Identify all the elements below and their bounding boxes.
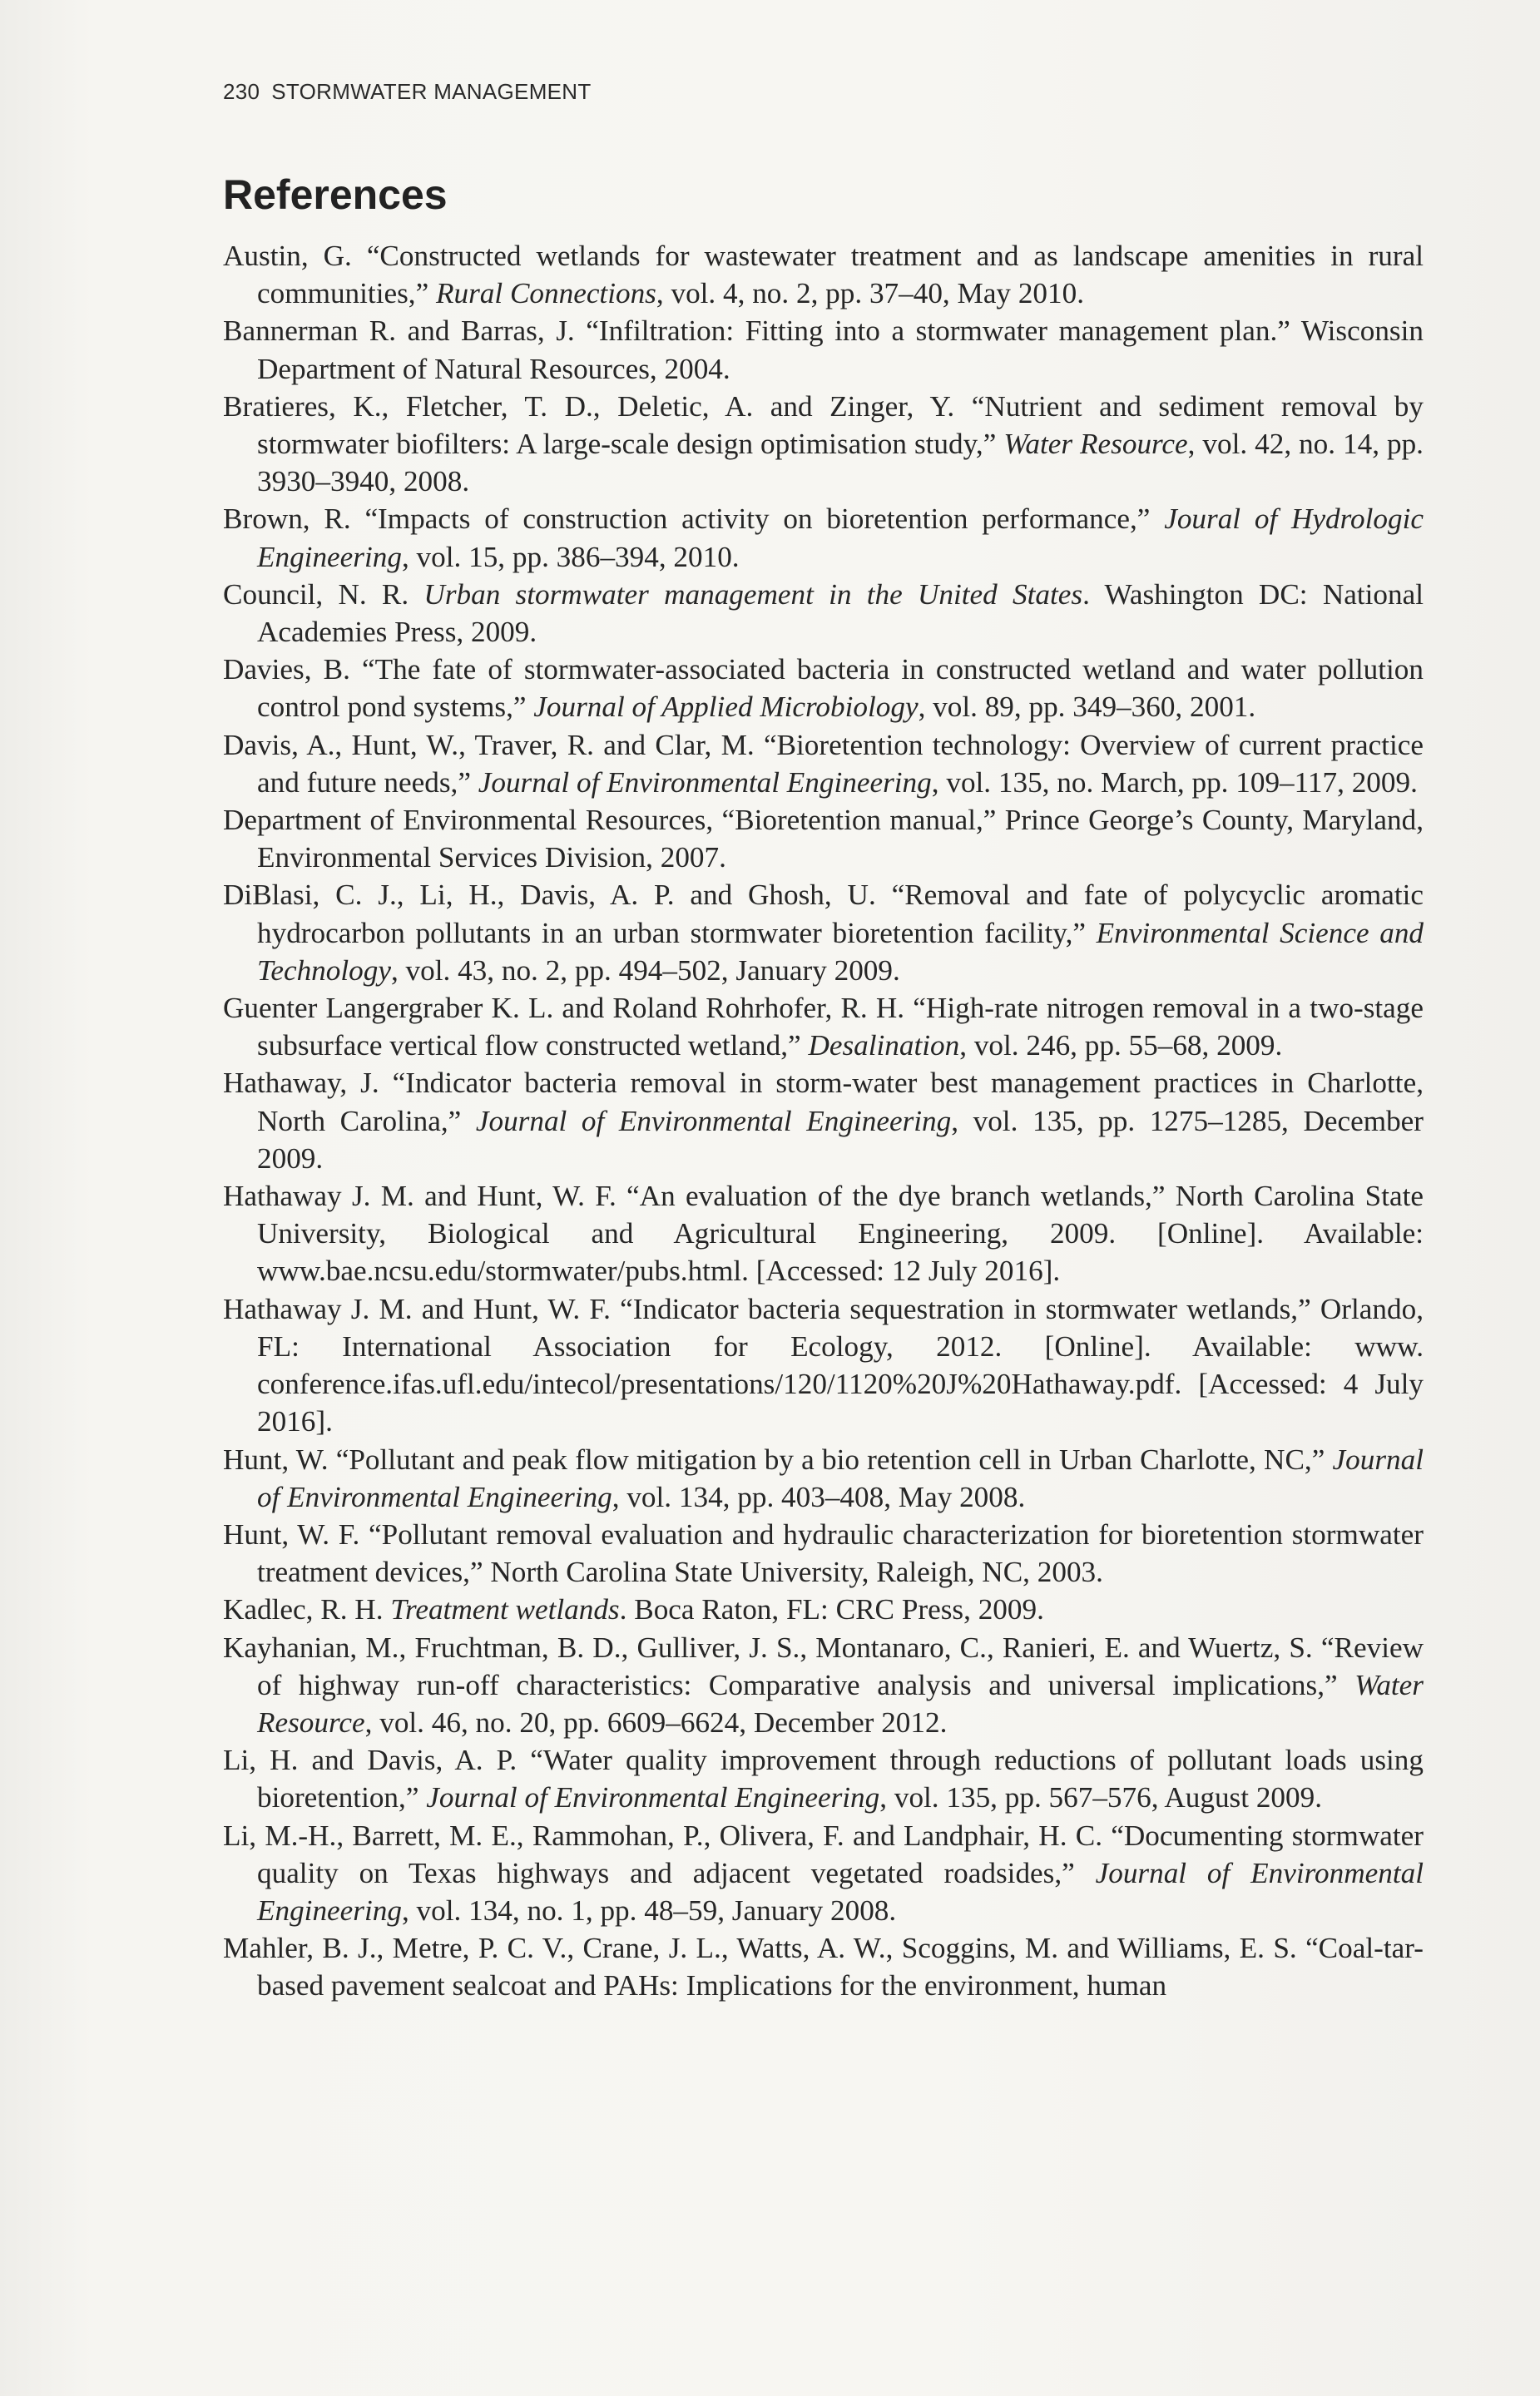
reference-source-title: Desalination [808, 1029, 960, 1062]
reference-source-title: Urban stormwater management in the United States [423, 577, 1083, 611]
reference-entry [223, 1177, 1424, 1290]
reference-details: , vol. 46, no. 20, pp. 6609–6624, December 2012. [364, 1705, 948, 1739]
reference-text: Hathaway J. M. and Hunt, W. F. “An evaluation of the dye branch wetlands,” North Carolina State University, Biological and Agricultural Engineering, 2009. [Online]. Available: www.bae.ncsu.edu/stormwater/pubs.html. [Accessed: 12 July 2016]. [223, 1180, 1424, 1288]
reference-entry [223, 1516, 1424, 1591]
reference-entry [223, 1441, 1424, 1516]
reference-details: , vol. 43, no. 2, pp. 494–502, January 2009. [390, 953, 900, 987]
reference-entry [223, 1064, 1424, 1177]
reference-details: . Washington DC: National Academies Press, 2009. [257, 577, 1424, 649]
reference-source-title: Journal of Environmental Engineering [475, 1104, 952, 1137]
reference-entry [223, 1929, 1424, 2004]
reference-source-title: Journal of Environmental Engineering [257, 1856, 1424, 1927]
reference-entry [223, 876, 1424, 989]
reference-source-title: Water Resource [1003, 428, 1188, 461]
reference-entry [223, 1741, 1424, 1816]
reference-entry [223, 388, 1424, 501]
reference-details: , vol. 135, pp. 567–576, August 2009. [879, 1781, 1322, 1814]
section-title: References [223, 171, 448, 218]
reference-text: Davies, B. “The fate of stormwater-associated bacteria in constructed wetland and water pollution control pond systems,” [223, 653, 1424, 724]
reference-entry [223, 500, 1424, 575]
reference-source-title: Journal of Environmental Engineering [257, 1443, 1424, 1513]
reference-details: , vol. 134, no. 1, pp. 48–59, January 2008. [401, 1894, 897, 1927]
reference-source-title: Joural of Hydrologic Engineering [257, 502, 1424, 573]
reference-entry [223, 651, 1424, 725]
reference-source-title: Water Resource [257, 1668, 1424, 1739]
running-title: STORMWATER MANAGEMENT [271, 79, 592, 104]
reference-entry [223, 726, 1424, 801]
reference-text: Bratieres, K., Fletcher, T. D., Deletic, A. and Zinger, Y. “Nutrient and sediment removal by stormwater biofilters: A large-scale design optimisation study,” [223, 389, 1424, 461]
reference-source-title: Journal of Environmental Engineering [426, 1781, 880, 1814]
reference-details: , vol. 4, no. 2, pp. 37–40, May 2010. [656, 277, 1084, 310]
reference-text: DiBlasi, C. J., Li, H., Davis, A. P. and Ghosh, U. “Removal and fate of polycyclic aromatic hydrocarbon pollutants in an urban stormwater bioretention facility,” [223, 879, 1424, 949]
reference-text: Kadlec, R. H. [223, 1593, 391, 1626]
reference-entry [223, 989, 1424, 1064]
reference-entry [223, 1629, 1424, 1742]
reference-details: . Boca Raton, FL: CRC Press, 2009. [619, 1593, 1044, 1626]
reference-text: Hathaway J. M. and Hunt, W. F. “Indicator bacteria sequestration in stormwater wetlands,” Orlando, FL: International Association for Ecology, 2012. [Online]. Available: www. conference.ifas.ufl.edu/intecol/presentations/120/1120%20J%20Hathaway.pdf. [Accessed: 4 July 2016]. [223, 1292, 1424, 1438]
reference-text: Hunt, W. F. “Pollutant removal evaluation and hydraulic characterization for bioretention stormwater treatment devices,” North Carolina State University, Raleigh, NC, 2003. [223, 1517, 1424, 1589]
reference-entry [223, 576, 1424, 651]
reference-text: Council, N. R. [223, 577, 424, 611]
reference-source-title: Rural Connections [436, 277, 656, 310]
reference-text: Li, H. and Davis, A. P. “Water quality improvement through reductions of pollutant loads using bioretention,” [223, 1744, 1424, 1814]
reference-list [223, 237, 1424, 2005]
reference-text: Hathaway, J. “Indicator bacteria removal in storm-water best management practices in Charlotte, North Carolina,” [223, 1067, 1424, 1137]
reference-source-title: Journal of Environmental Engineering [478, 765, 932, 799]
reference-text: Kayhanian, M., Fruchtman, B. D., Gulliver, J. S., Montanaro, C., Ranieri, E. and Wuertz, S. “Review of highway run-off characteristics: Comparative analysis and universal implications,” [223, 1631, 1424, 1701]
reference-entry [223, 1591, 1424, 1628]
reference-entry [223, 1290, 1424, 1441]
reference-text: Austin, G. “Constructed wetlands for wastewater treatment and as landscape amenities in rural communities,” [223, 240, 1424, 310]
running-header [223, 79, 592, 105]
reference-text: Brown, R. “Impacts of construction activity on bioretention performance,” [223, 502, 1165, 536]
reference-entry [223, 1817, 1424, 1930]
reference-entry [223, 312, 1424, 387]
reference-source-title: Treatment wetlands [390, 1593, 620, 1626]
reference-text: Li, M.-H., Barrett, M. E., Rammohan, P., Olivera, F. and Landphair, H. C. “Documenting stormwater quality on Texas highways and adjacent vegetated roadsides,” [223, 1819, 1424, 1889]
reference-source-title: Journal of Applied Microbiology [533, 691, 919, 724]
page-number: 230 [223, 79, 260, 104]
reference-details: , vol. 89, pp. 349–360, 2001. [918, 691, 1256, 724]
reference-entry [223, 237, 1424, 312]
reference-text: Davis, A., Hunt, W., Traver, R. and Clar, M. “Bioretention technology: Overview of current practice and future needs,” [223, 728, 1424, 799]
reference-text: Guenter Langergraber K. L. and Roland Rohrhofer, R. H. “High-rate nitrogen removal in a two-stage subsurface vertical flow constructed wetland,” [223, 992, 1424, 1062]
reference-text: Hunt, W. “Pollutant and peak flow mitigation by a bio retention cell in Urban Charlotte, NC,” [223, 1443, 1333, 1476]
reference-source-title: Environmental Science and Technology [257, 916, 1424, 987]
reference-details: , vol. 135, pp. 1275–1285, December 2009. [257, 1104, 1424, 1175]
reference-details: , vol. 15, pp. 386–394, 2010. [401, 540, 740, 573]
reference-details: , vol. 134, pp. 403–408, May 2008. [612, 1480, 1026, 1513]
reference-details: , vol. 135, no. March, pp. 109–117, 2009. [931, 765, 1418, 799]
reference-entry [223, 801, 1424, 876]
reference-details: , vol. 42, no. 14, pp. 3930–3940, 2008. [257, 428, 1424, 498]
reference-details: , vol. 246, pp. 55–68, 2009. [959, 1029, 1283, 1062]
reference-text: Bannerman R. and Barras, J. “Infiltration: Fitting into a stormwater management plan.” Wisconsin Department of Natural Resources, 2004. [223, 314, 1424, 385]
reference-text: Mahler, B. J., Metre, P. C. V., Crane, J. L., Watts, A. W., Scoggins, M. and Williams, E. S. “Coal-tar-based pavement sealcoat and PAHs: Implications for the environment, human [223, 1932, 1424, 2002]
reference-text: Department of Environmental Resources, “Bioretention manual,” Prince George’s County, Maryland, Environmental Services Division, 2007. [223, 804, 1424, 874]
